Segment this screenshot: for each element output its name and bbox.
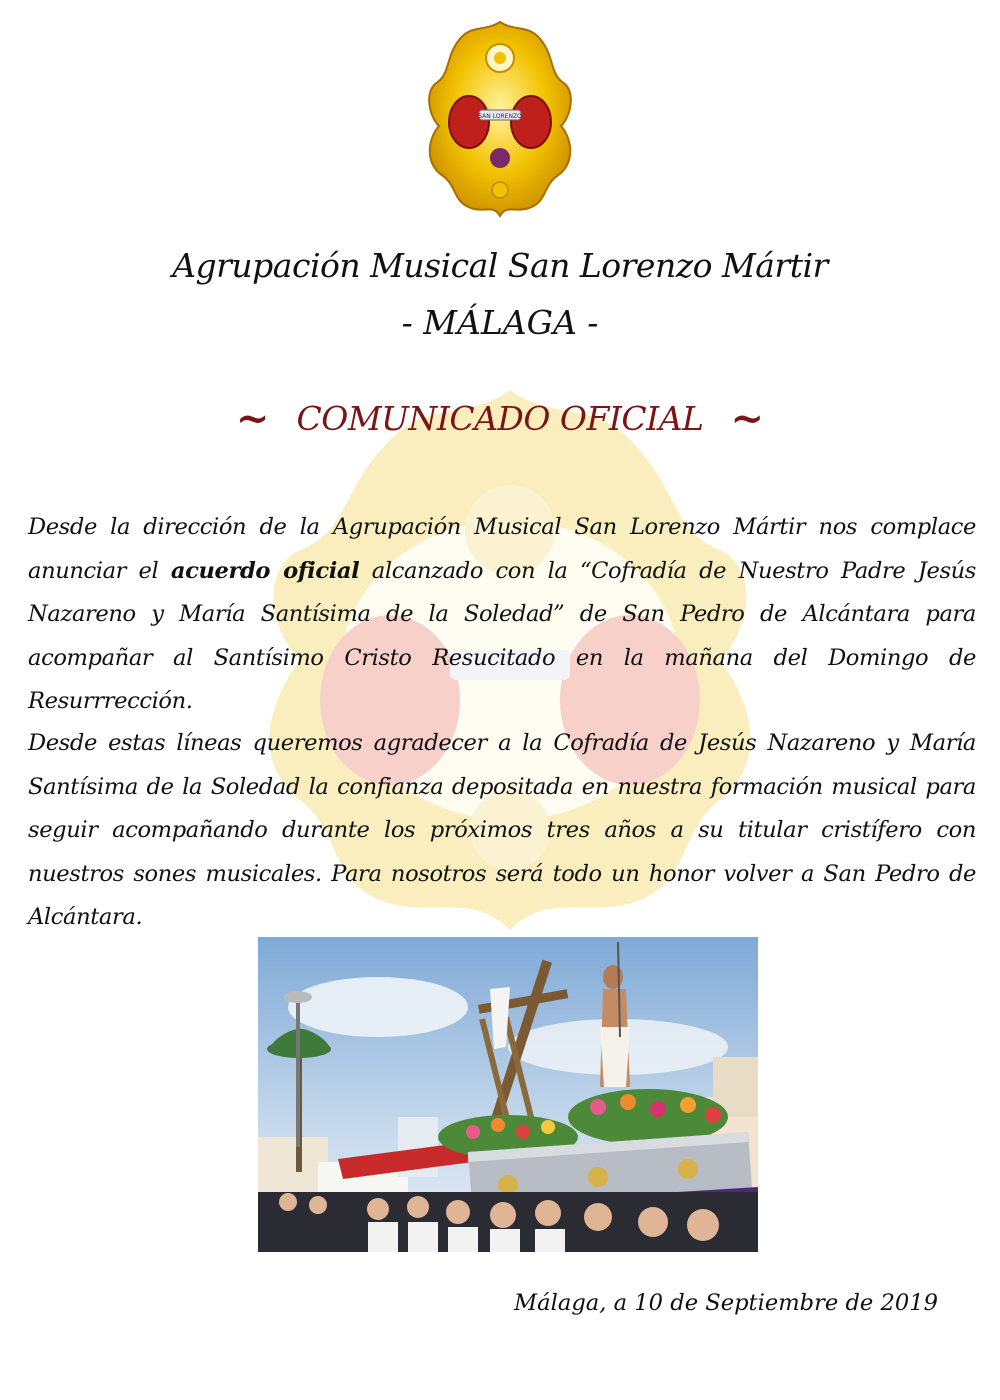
organization-name: Agrupación Musical San Lorenzo Mártir	[172, 246, 828, 285]
procession-photo	[258, 937, 758, 1252]
paragraph-thanks: Desde estas líneas queremos agradecer a la Cofradía de Jesús Nazareno y María Santísima de la Soledad la confianza depositada en nuestra formación musical para seguir acompañando durante los próximos tres años a su titular cristífero con nuestros sones musicales. Para nosotros será todo un honor volver a San Pedro de Alcántara.	[28, 730, 976, 930]
svg-text:SAN LORENZO: SAN LORENZO	[478, 113, 522, 120]
dateline: Málaga, a 10 de Septiembre de 2019	[514, 1290, 938, 1316]
left-tilde-ornament: ~	[235, 395, 270, 442]
communique-title	[0, 395, 1000, 442]
bold-agreement-text: acuerdo oficial	[170, 557, 360, 584]
crest-icon	[425, 18, 575, 218]
paragraph-1-text-continued: alcanzado con la “Cofradía de Nuestro Padre Jesús Nazareno y María Santísima de la Soledad” de San Pedro de Alcántara para acompañar al Santísimo Cristo Resucitado en la mañana del Domingo de Resurrrección.	[28, 557, 976, 714]
right-tilde-ornament: ~	[730, 395, 765, 442]
title-text: COMUNICADO OFICIAL	[296, 399, 704, 438]
paragraph-1-text: Desde la dirección de la Agrupación Musical San Lorenzo Mártir nos complace anunciar el	[28, 514, 976, 584]
organization-city: - MÁLAGA -	[401, 303, 599, 342]
paragraph-announcement	[28, 506, 976, 724]
